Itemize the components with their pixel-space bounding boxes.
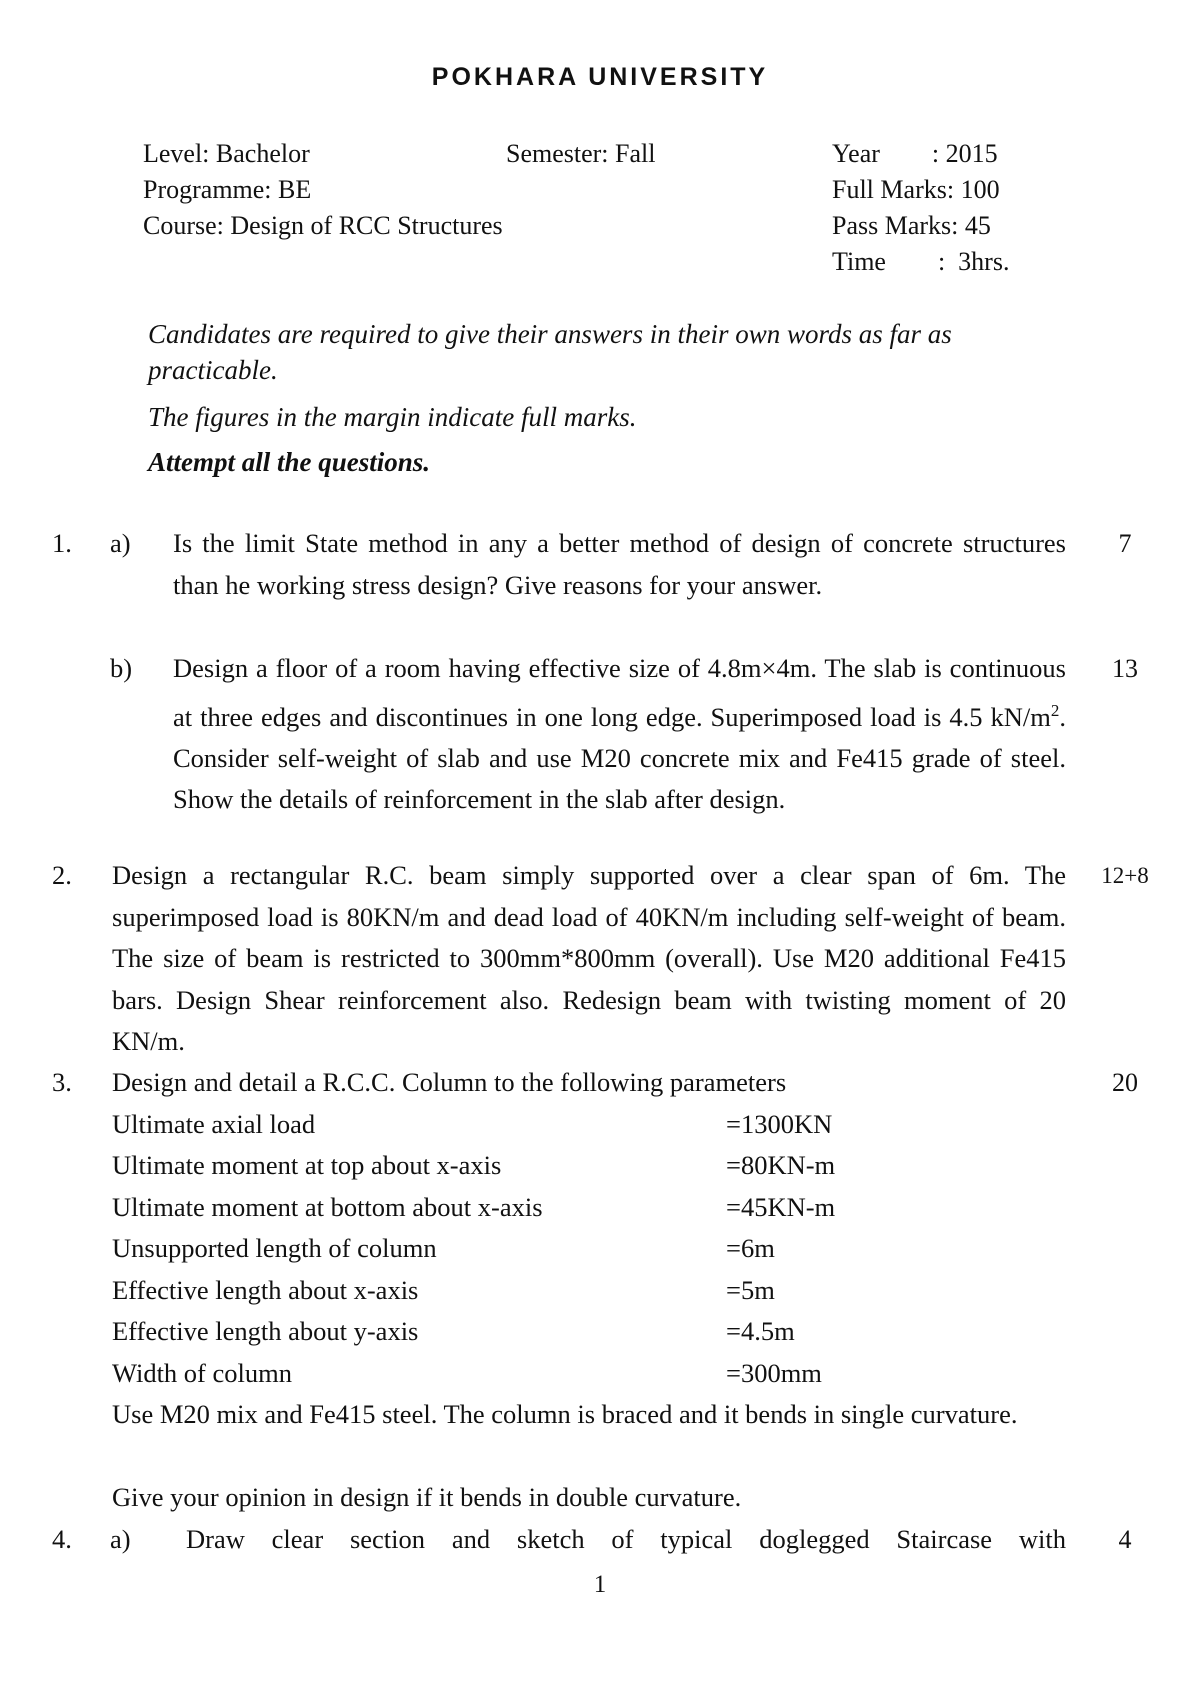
param-name: Ultimate axial load <box>112 1109 316 1139</box>
question-1b-label: b) <box>110 653 133 683</box>
param-name: Ultimate moment at top about x-axis <box>112 1150 502 1180</box>
level-label: Level: Bachelor <box>143 139 310 168</box>
question-1b-text-part2: . Consider self-weight of slab and use M20 concrete mix and Fe415 grade of steel. Show the details of reinforcement in the slab after design. <box>173 701 1066 815</box>
semester-label: Semester: Fall <box>506 139 656 168</box>
instruction-own-words: Candidates are required to give their answers in their own words as far as practicable. <box>148 319 952 385</box>
question-4a-text: Draw clear section and sketch of typical doglegged Staircase with <box>186 1524 1066 1554</box>
param-value: =6m <box>726 1233 775 1263</box>
param-value: =5m <box>726 1275 775 1305</box>
param-value: =45KN-m <box>726 1192 836 1222</box>
param-name: Width of column <box>112 1358 292 1388</box>
question-4-number: 4. <box>52 1524 72 1554</box>
question-1a-label: a) <box>110 528 131 558</box>
param-value: =1300KN <box>726 1109 833 1139</box>
question-3-intro: Design and detail a R.C.C. Column to the following parameters <box>112 1067 787 1097</box>
param-name: Effective length about y-axis <box>112 1316 419 1346</box>
param-value: =80KN-m <box>726 1150 836 1180</box>
full-marks-label: Full Marks: 100 <box>832 175 1000 204</box>
pass-marks-label: Pass Marks: 45 <box>832 211 991 240</box>
university-title: POKHARA UNIVERSITY <box>431 63 769 91</box>
param-name: Unsupported length of column <box>112 1233 437 1263</box>
question-3-number: 3. <box>52 1067 72 1097</box>
question-2-number: 2. <box>52 860 72 890</box>
programme-label: Programme: BE <box>143 175 312 204</box>
question-3-note-steel: Use M20 mix and Fe415 steel. The column is braced and it bends in single curvature. <box>112 1399 1018 1429</box>
squared-superscript: 2 <box>1050 700 1060 720</box>
question-1a-marks: 7 <box>1118 529 1132 558</box>
question-1b-marks: 13 <box>1112 654 1138 683</box>
question-1b-text <box>173 648 1066 821</box>
year-label: Year : 2015 <box>832 139 998 168</box>
param-name: Effective length about x-axis <box>112 1275 419 1305</box>
question-4a-label: a) <box>110 1524 131 1554</box>
question-1a-text: Is the limit State method in any a better method of design of concrete structures than he working stress design? Give reasons for your answer. <box>173 528 1066 600</box>
course-label: Course: Design of RCC Structures <box>143 211 503 240</box>
question-2-marks: 12+8 <box>1101 863 1149 888</box>
question-4a-marks: 4 <box>1118 1525 1132 1554</box>
question-3-marks: 20 <box>1112 1068 1138 1097</box>
instruction-margin-marks: The figures in the margin indicate full marks. <box>148 402 637 432</box>
page-number: 1 <box>593 1571 607 1598</box>
param-value: =300mm <box>726 1358 822 1388</box>
question-3-note-double-curvature: Give your opinion in design if it bends in double curvature. <box>112 1482 742 1512</box>
question-1b-text-part1: Design a floor of a room having effective size of 4.8m×4m. The slab is continuous at three edges and discontinues in one long edge. Superimposed load is 4.5 kN/m <box>173 653 1066 732</box>
param-value: =4.5m <box>726 1316 795 1346</box>
question-2-text: Design a rectangular R.C. beam simply supported over a clear span of 6m. The superimposed load is 80KN/m and dead load of 40KN/m including self-weight of beam. The size of beam is restricted to 300mm*800mm (overall). Use M20 additional Fe415 bars. Design Shear reinforcement also. Redesign beam with twisting moment of 20 KN/m. <box>112 860 1066 1056</box>
question-1-number: 1. <box>52 528 72 558</box>
time-label: Time : 3hrs. <box>832 247 1010 276</box>
param-name: Ultimate moment at bottom about x-axis <box>112 1192 543 1222</box>
instruction-attempt-all: Attempt all the questions. <box>148 447 431 477</box>
